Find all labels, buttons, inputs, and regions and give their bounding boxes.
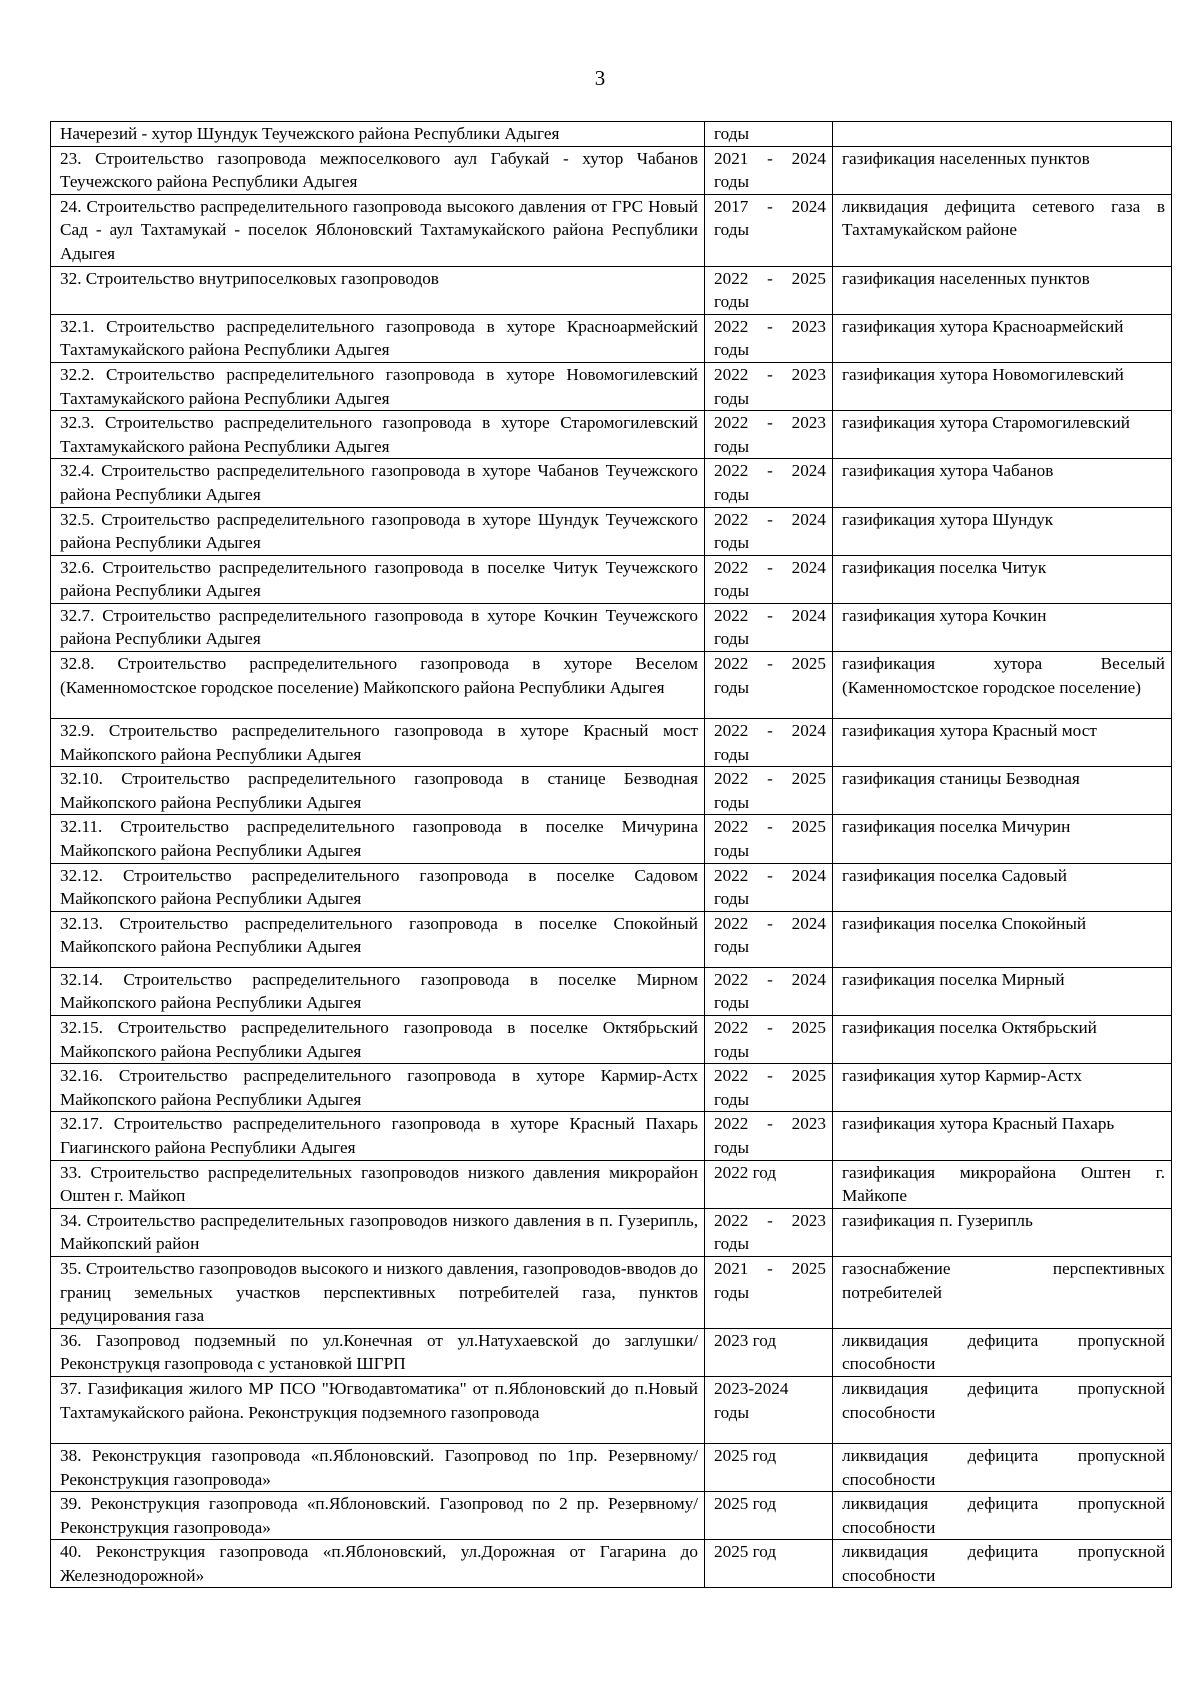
row-period: 2022 - 2024 годы [705,555,833,603]
row-purpose: газификация хутора Новомогилевский [833,362,1172,410]
row-purpose: газификация поселка Мирный [833,967,1172,1015]
row-purpose: ликвидация дефицита пропускной способности [833,1540,1172,1588]
row-period: 2022 - 2023 годы [705,314,833,362]
row-period: 2022 - 2025 годы [705,266,833,314]
row-purpose: газификация поселка Спокойный [833,911,1172,967]
table-row [51,967,1172,1015]
row-purpose: газификация микрорайона Оштен г. Майкопе [833,1160,1172,1208]
table-row [51,652,1172,719]
row-purpose: газификация поселка Садовый [833,863,1172,911]
table-row [51,1160,1172,1208]
row-purpose: газификация хутора Красный Пахарь [833,1112,1172,1160]
row-purpose: газификация населенных пунктов [833,146,1172,194]
row-purpose: газификация хутора Старомогилевский [833,411,1172,459]
row-period: 2022 - 2025 годы [705,767,833,815]
row-description: 32.10. Строительство распределительного газопровода в станице Безводная Майкопского района Республики Адыгея [51,767,705,815]
row-description: 32.1. Строительство распределительного газопровода в хуторе Красноармейский Тахтамукайского района Республики Адыгея [51,314,705,362]
row-purpose: газификация хутора Шундук [833,507,1172,555]
row-description: 32.14. Строительство распределительного газопровода в поселке Мирном Майкопского района Республики Адыгея [51,967,705,1015]
row-description: 23. Строительство газопровода межпоселкового аул Габукай - хутор Чабанов Теучежского района Республики Адыгея [51,146,705,194]
row-purpose: газификация хутора Красноармейский [833,314,1172,362]
row-purpose: газификация п. Гузерипль [833,1208,1172,1256]
row-purpose: ликвидация дефицита пропускной способности [833,1376,1172,1443]
row-description: 40. Реконструкция газопровода «п.Яблоновский, ул.Дорожная от Гагарина до Железнодорожной» [51,1540,705,1588]
row-description: 34. Строительство распределительных газопроводов низкого давления в п. Гузерипль, Майкопский район [51,1208,705,1256]
row-description: 32.6. Строительство распределительного газопровода в поселке Читук Теучежского района Республики Адыгея [51,555,705,603]
row-purpose: газификация хутора Веселый (Каменномостское городское поселение) [833,652,1172,719]
row-description: 39. Реконструкция газопровода «п.Яблоновский. Газопровод по 2 пр. Резервному/Реконструкция газопровода» [51,1492,705,1540]
row-description: 37. Газификация жилого МР ПСО "Югводавтоматика" от п.Яблоновский до п.Новый Тахтамукайского района. Реконструкция подземного газопровода [51,1376,705,1443]
row-purpose: газификация поселка Мичурин [833,815,1172,863]
table-row [51,1492,1172,1540]
row-period: 2022 - 2025 годы [705,815,833,863]
row-purpose: газификация хутора Красный мост [833,719,1172,767]
table-body [51,122,1172,1588]
row-description: 35. Строительство газопроводов высокого и низкого давления, газопроводов-вводов до границ земельных участков перспективных потребителей газа, пунктов редуцирования газа [51,1256,705,1328]
row-period: 2025 год [705,1443,833,1491]
row-purpose: газификация хутора Кочкин [833,603,1172,651]
row-purpose: газификация станицы Безводная [833,767,1172,815]
row-period: 2023 год [705,1328,833,1376]
table-row [51,1376,1172,1443]
row-purpose: газификация населенных пунктов [833,266,1172,314]
row-purpose: ликвидация дефицита пропускной способности [833,1328,1172,1376]
row-description: 32.15. Строительство распределительного газопровода в поселке Октябрьский Майкопского района Республики Адыгея [51,1016,705,1064]
row-description: 24. Строительство распределительного газопровода высокого давления от ГРС Новый Сад - аул Тахтамукай - поселок Яблоновский Тахтамукайского района Республики Адыгея [51,194,705,266]
table-row [51,459,1172,507]
row-description: 32.11. Строительство распределительного газопровода в поселке Мичурина Майкопского района Республики Адыгея [51,815,705,863]
row-period: 2022 - 2025 годы [705,1016,833,1064]
row-purpose: газификация поселка Читук [833,555,1172,603]
row-period: 2022 - 2023 годы [705,1112,833,1160]
row-description: 32.5. Строительство распределительного газопровода в хуторе Шундук Теучежского района Республики Адыгея [51,507,705,555]
row-period: 2022 - 2023 годы [705,411,833,459]
row-period: 2022 - 2024 годы [705,459,833,507]
row-period: 2022 - 2024 годы [705,911,833,967]
row-period: 2022 - 2023 годы [705,1208,833,1256]
row-description: 32.16. Строительство распределительного газопровода в хуторе Кармир-Астх Майкопского района Республики Адыгея [51,1064,705,1112]
row-period: 2021 - 2025 годы [705,1256,833,1328]
table-row [51,1540,1172,1588]
table-row [51,1016,1172,1064]
row-description: 32.2. Строительство распределительного газопровода в хуторе Новомогилевский Тахтамукайского района Республики Адыгея [51,362,705,410]
table-row [51,767,1172,815]
gasification-table [50,121,1172,1588]
row-description: 32.13. Строительство распределительного газопровода в поселке Спокойный Майкопского района Республики Адыгея [51,911,705,967]
table-row [51,1443,1172,1491]
row-purpose: газификация хутор Кармир-Астх [833,1064,1172,1112]
row-purpose [833,122,1172,147]
table-row [51,1208,1172,1256]
row-period: 2022 - 2024 годы [705,967,833,1015]
row-description: 32.17. Строительство распределительного газопровода в хуторе Красный Пахарь Гиагинского района Республики Адыгея [51,1112,705,1160]
row-purpose: ликвидация дефицита пропускной способности [833,1443,1172,1491]
table-row [51,863,1172,911]
row-period: 2022 - 2024 годы [705,603,833,651]
row-period: 2022 - 2024 годы [705,719,833,767]
row-description: 32.4. Строительство распределительного газопровода в хуторе Чабанов Теучежского района Республики Адыгея [51,459,705,507]
row-description: 32.12. Строительство распределительного газопровода в поселке Садовом Майкопского района Республики Адыгея [51,863,705,911]
table-row [51,314,1172,362]
row-description: 36. Газопровод подземный по ул.Конечная от ул.Натухаевской до заглушки/Реконструкця газопровода с установкой ШГРП [51,1328,705,1376]
table-row [51,719,1172,767]
row-period: 2025 год [705,1540,833,1588]
table-row [51,266,1172,314]
row-period: 2022 год [705,1160,833,1208]
row-purpose: газификация хутора Чабанов [833,459,1172,507]
table-row [51,507,1172,555]
row-purpose: газификация поселка Октябрьский [833,1016,1172,1064]
row-period: 2021 - 2024 годы [705,146,833,194]
table-row [51,146,1172,194]
row-period: годы [705,122,833,147]
row-purpose: ликвидация дефицита сетевого газа в Тахтамукайском районе [833,194,1172,266]
row-purpose: газоснабжение перспективных потребителей [833,1256,1172,1328]
table-row [51,1328,1172,1376]
table-row [51,815,1172,863]
table-row [51,1112,1172,1160]
page-number: 3 [594,66,606,90]
row-period: 2025 год [705,1492,833,1540]
row-description: 32.8. Строительство распределительного газопровода в хуторе Веселом (Каменномостское городское поселение) Майкопского района Республики Адыгея [51,652,705,719]
row-period: 2023-2024 годы [705,1376,833,1443]
row-description: 32. Строительство внутрипоселковых газопроводов [51,266,705,314]
row-period: 2022 - 2025 годы [705,1064,833,1112]
table-row [51,122,1172,147]
table-row [51,603,1172,651]
row-description: Начерезий - хутор Шундук Теучежского района Республики Адыгея [51,122,705,147]
table-row [51,1064,1172,1112]
row-period: 2022 - 2025 годы [705,652,833,719]
row-period: 2017 - 2024 годы [705,194,833,266]
row-purpose: ликвидация дефицита пропускной способности [833,1492,1172,1540]
table-row [51,1256,1172,1328]
row-description: 32.7. Строительство распределительного газопровода в хуторе Кочкин Теучежского района Республики Адыгея [51,603,705,651]
row-period: 2022 - 2024 годы [705,507,833,555]
table-row [51,362,1172,410]
row-description: 32.3. Строительство распределительного газопровода в хуторе Старомогилевский Тахтамукайского района Республики Адыгея [51,411,705,459]
row-description: 33. Строительство распределительных газопроводов низкого давления микрорайон Оштен г. Майкоп [51,1160,705,1208]
row-description: 32.9. Строительство распределительного газопровода в хуторе Красный мост Майкопского района Республики Адыгея [51,719,705,767]
row-description: 38. Реконструкция газопровода «п.Яблоновский. Газопровод по 1пр. Резервному/Реконструкция газопровода» [51,1443,705,1491]
table-row [51,555,1172,603]
row-period: 2022 - 2023 годы [705,362,833,410]
row-period: 2022 - 2024 годы [705,863,833,911]
table-row [51,411,1172,459]
table-row [51,194,1172,266]
table-row [51,911,1172,967]
